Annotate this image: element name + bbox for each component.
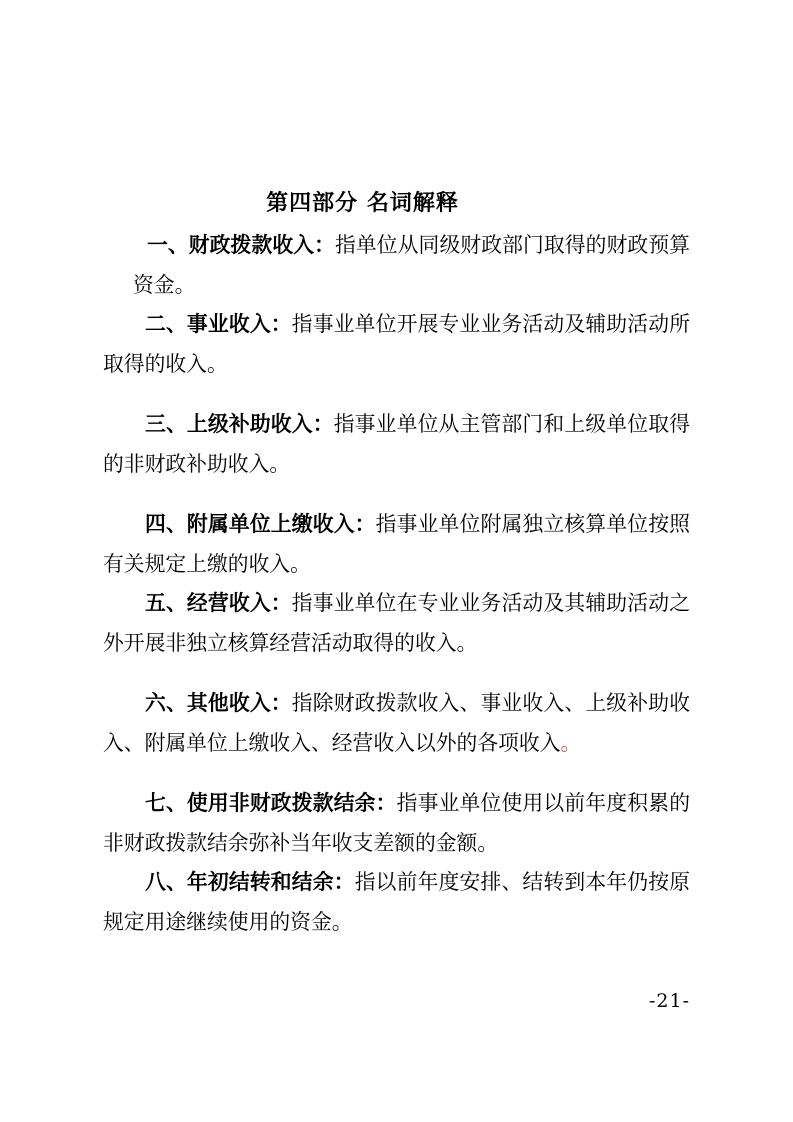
section-title: 第四部分 名词解释 [266, 191, 459, 216]
definition-paragraph-2 [103, 305, 690, 384]
red-period: 。 [560, 730, 582, 755]
term-label-6: 六、其他收入： [145, 691, 292, 715]
definition-paragraph-1 [103, 226, 690, 305]
term-label-3: 三、上级补助收入： [145, 412, 334, 436]
term-definition-5: 指事业单位在专业业务活动及其辅助活动之外开展非独立核算经营活动取得的收入。 [103, 591, 691, 655]
document-content [103, 184, 690, 942]
definition-paragraph-7 [103, 784, 690, 863]
term-definition-1: 指单位从同级财政部门取得的财政预算资金。 [133, 233, 691, 297]
term-label-7: 七、使用非财政拨款结余： [145, 791, 397, 815]
term-definition-3: 指事业单位从主管部门和上级单位取得的非财政补助收入。 [103, 412, 691, 476]
term-definition-7: 指事业单位使用以前年度积累的非财政拨款结余弥补当年收支差额的金额。 [103, 791, 691, 855]
definition-paragraph-5 [103, 584, 690, 663]
definition-paragraph-3 [103, 405, 690, 484]
definition-paragraph-4 [103, 505, 690, 584]
term-definition-4: 指事业单位附属独立核算单位按照有关规定上缴的收入。 [103, 512, 691, 576]
term-label-2: 二、事业收入： [145, 312, 292, 336]
definition-paragraph-6 [103, 684, 690, 763]
term-label-1: 一、财政拨款收入： [147, 233, 335, 257]
term-definition-2: 指事业单位开展专业业务活动及辅助活动所取得的收入。 [103, 312, 691, 376]
term-label-8: 八、年初结转和结余： [145, 870, 355, 894]
term-label-4: 四、附属单位上缴收入： [145, 512, 376, 536]
term-definition-8: 指以前年度安排、结转到本年仍按原规定用途继续使用的资金。 [103, 870, 691, 934]
term-definition-6: 指除财政拨款收入、事业收入、上级补助收入、附属单位上缴收入、经营收入以外的各项收入 [103, 691, 691, 755]
definition-paragraph-8 [103, 863, 690, 942]
page-number: -21- [649, 990, 691, 1012]
term-label-5: 五、经营收入： [145, 591, 292, 615]
